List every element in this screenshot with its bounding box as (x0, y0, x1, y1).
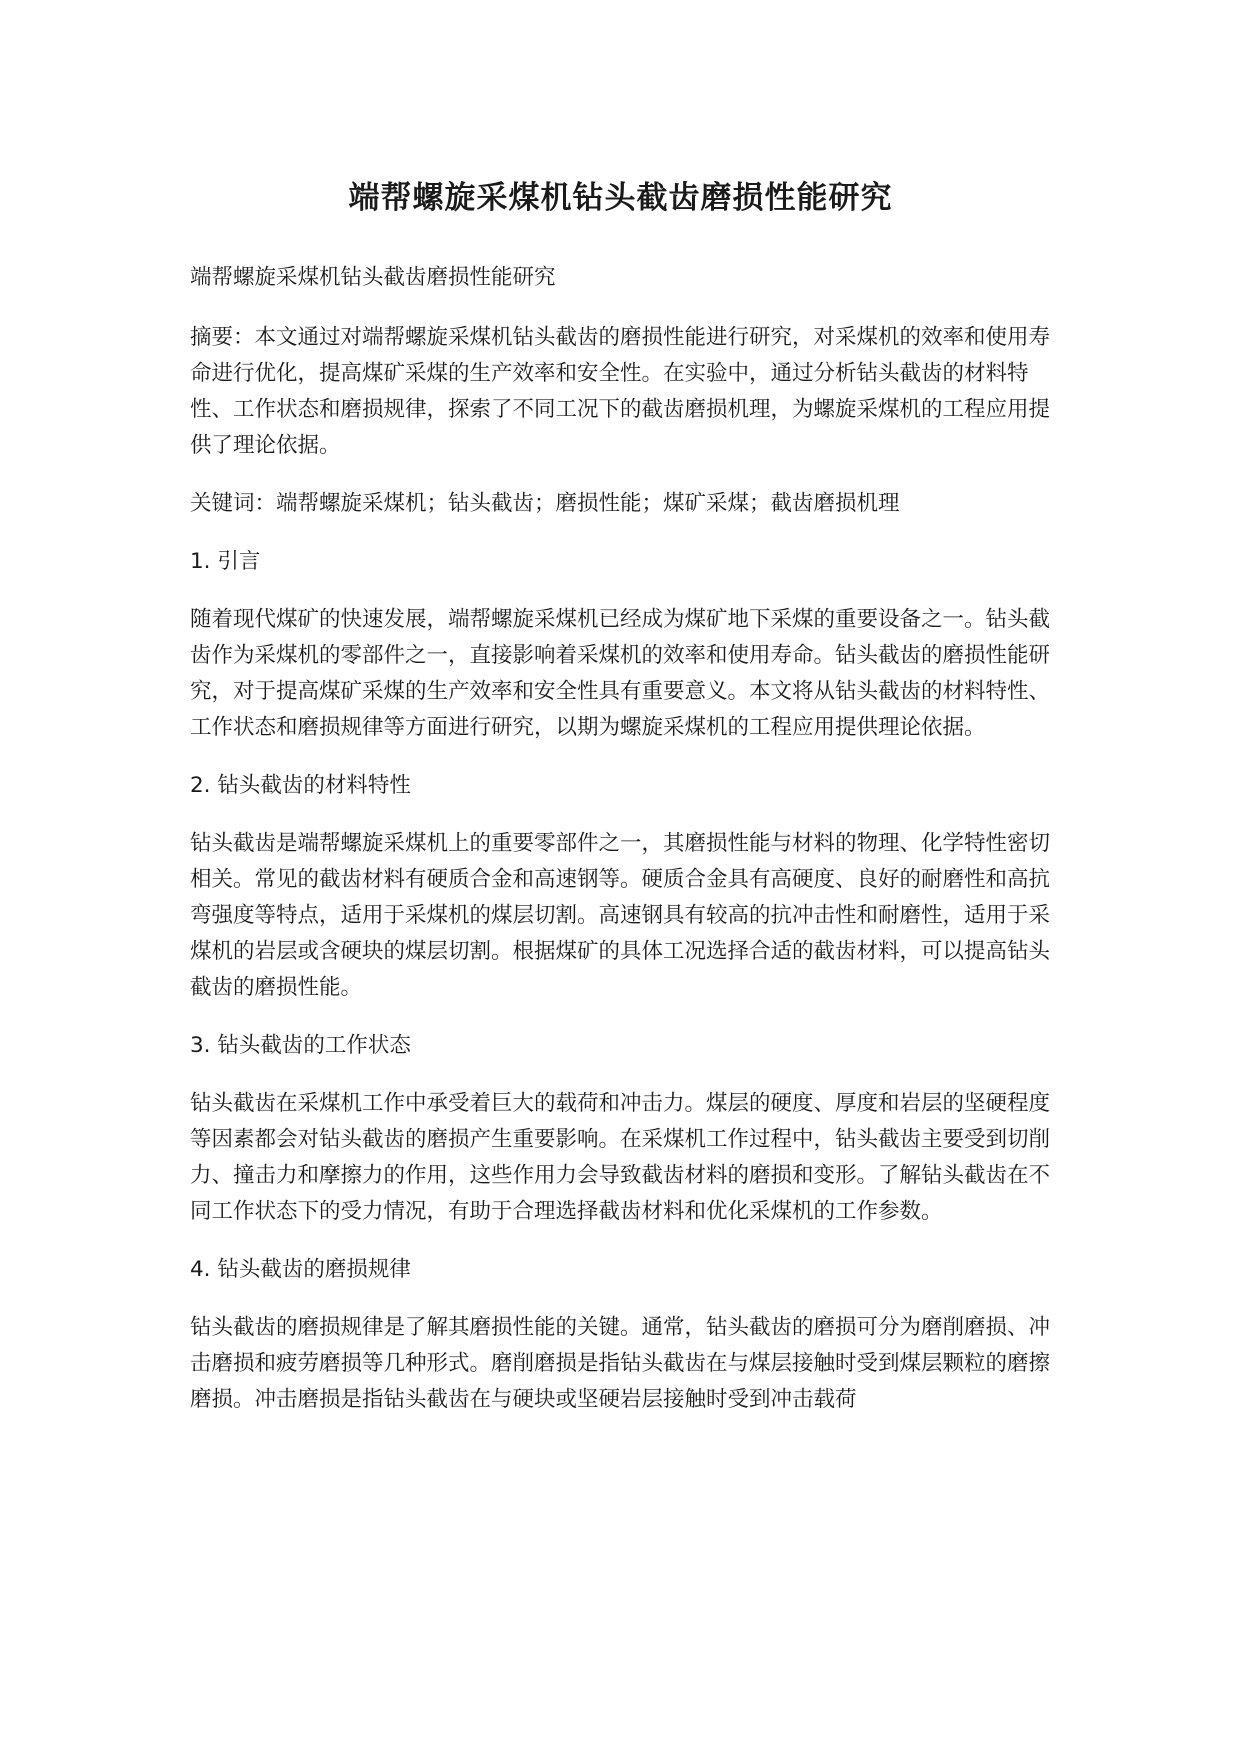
document-title: 端帮螺旋采煤机钻头截齿磨损性能研究 (348, 180, 893, 216)
section-heading-wear-patterns: 4. 钻头截齿的磨损规律 (190, 1257, 411, 1282)
section-heading-working-state: 3. 钻头截齿的工作状态 (190, 1033, 411, 1058)
section-body-introduction: 随着现代煤矿的快速发展，端帮螺旋采煤机已经成为煤矿地下采煤的重要设备之一。钻头截齿作为采煤机的零部件之一，直接影响着采煤机的效率和使用寿命。钻头截齿的磨损性能研究，对于提高煤矿采煤的生产效率和安全性具有重要意义。本文将从钻头截齿的材料特性、工作状态和磨损规律等方面进行研究，以期为螺旋采煤机的工程应用提供理论依据。 (190, 607, 1051, 740)
section-heading-introduction: 1. 引言 (190, 549, 261, 574)
section-body-wear-patterns: 钻头截齿的磨损规律是了解其磨损性能的关键。通常，钻头截齿的磨损可分为磨削磨损、冲击磨损和疲劳磨损等几种形式。磨削磨损是指钻头截齿在与煤层接触时受到煤层颗粒的磨擦磨损。冲击磨损是指钻头截齿在与硬块或坚硬岩层接触时受到冲击载荷 (190, 1315, 1051, 1412)
abstract-paragraph: 摘要：本文通过对端帮螺旋采煤机钻头截齿的磨损性能进行研究，对采煤机的效率和使用寿命进行优化，提高煤矿采煤的生产效率和安全性。在实验中，通过分析钻头截齿的材料特性、工作状态和磨损规律，探索了不同工况下的截齿磨损机理，为螺旋采煤机的工程应用提供了理论依据。 (190, 325, 1051, 458)
section-heading-material-properties: 2. 钻头截齿的材料特性 (190, 773, 411, 798)
keywords-paragraph: 关键词：端帮螺旋采煤机；钻头截齿；磨损性能；煤矿采煤；截齿磨损机理 (190, 491, 900, 516)
document-body (190, 260, 1051, 1418)
document-subtitle: 端帮螺旋采煤机钻头截齿磨损性能研究 (190, 265, 556, 290)
section-body-working-state: 钻头截齿在采煤机工作中承受着巨大的载荷和冲击力。煤层的硬度、厚度和岩层的坚硬程度等因素都会对钻头截齿的磨损产生重要影响。在采煤机工作过程中，钻头截齿主要受到切削力、撞击力和摩擦力的作用，这些作用力会导致截齿材料的磨损和变形。了解钻头截齿在不同工作状态下的受力情况，有助于合理选择截齿材料和优化采煤机的工作参数。 (190, 1091, 1051, 1224)
section-body-material-properties: 钻头截齿是端帮螺旋采煤机上的重要零部件之一，其磨损性能与材料的物理、化学特性密切相关。常见的截齿材料有硬质合金和高速钢等。硬质合金具有高硬度、良好的耐磨性和高抗弯强度等特点，适用于采煤机的煤层切割。高速钢具有较高的抗冲击性和耐磨性，适用于采煤机的岩层或含硬块的煤层切割。根据煤矿的具体工况选择合适的截齿材料，可以提高钻头截齿的磨损性能。 (190, 831, 1051, 1000)
